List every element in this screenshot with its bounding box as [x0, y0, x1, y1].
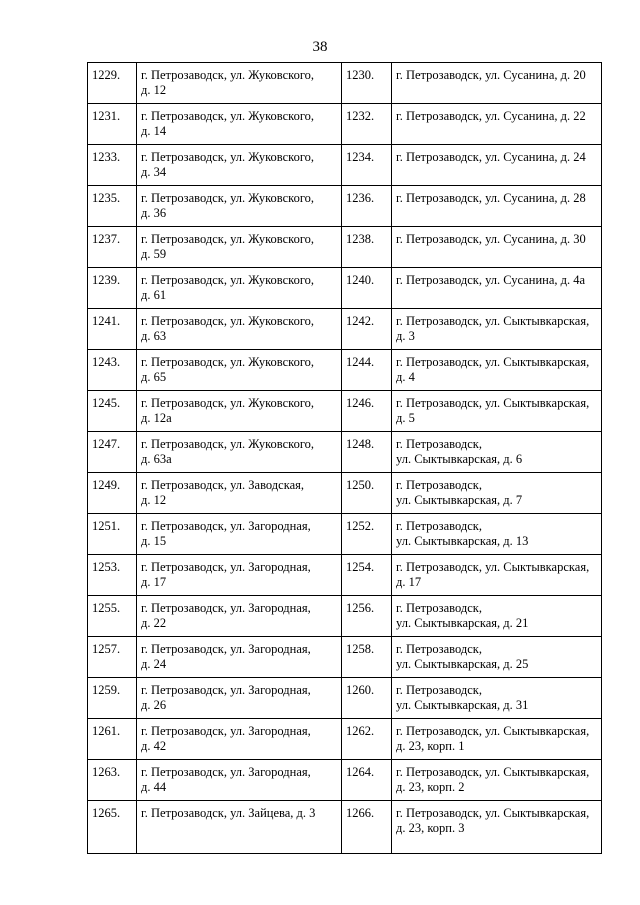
address-line: г. Петрозаводск, ул. Сусанина, д. 30: [396, 232, 586, 246]
entry-number-left: 1261.: [88, 719, 137, 760]
address-line: д. 59: [141, 247, 167, 261]
entry-address-right: [392, 801, 602, 854]
address-line: д. 12: [141, 83, 167, 97]
address-line: г. Петрозаводск, ул. Загородная,: [141, 560, 311, 574]
table-row: [88, 391, 602, 432]
entry-address-left: [137, 227, 342, 268]
entry-address-left: [137, 104, 342, 145]
address-line: д. 15: [141, 534, 167, 548]
entry-address-left: [137, 432, 342, 473]
address-line: г. Петрозаводск, ул. Загородная,: [141, 519, 311, 533]
table-row: [88, 268, 602, 309]
entry-number-right: 1238.: [342, 227, 392, 268]
entry-address-right: [392, 309, 602, 350]
entry-address-right: [392, 145, 602, 186]
address-line: г. Петрозаводск, ул. Жуковского,: [141, 191, 315, 205]
entry-number-right: 1258.: [342, 637, 392, 678]
address-line: д. 63а: [141, 452, 172, 466]
address-line: д. 12а: [141, 411, 172, 425]
address-line: д. 61: [141, 288, 167, 302]
address-line: г. Петрозаводск, ул. Зайцева, д. 3: [141, 806, 316, 820]
entry-address-right: [392, 63, 602, 104]
entry-address-right: [392, 760, 602, 801]
address-line: д. 5: [396, 411, 415, 425]
table-row: [88, 309, 602, 350]
entry-address-left: [137, 309, 342, 350]
entry-number-right: 1266.: [342, 801, 392, 854]
entry-address-right: [392, 719, 602, 760]
address-line: г. Петрозаводск, ул. Сыктывкарская,: [396, 724, 590, 738]
table-row: [88, 145, 602, 186]
entry-number-left: 1265.: [88, 801, 137, 854]
entry-address-right: [392, 350, 602, 391]
address-line: г. Петрозаводск,: [396, 478, 482, 492]
entry-number-left: 1231.: [88, 104, 137, 145]
entry-address-left: [137, 514, 342, 555]
address-line: д. 22: [141, 616, 167, 630]
entry-number-left: 1243.: [88, 350, 137, 391]
address-line: г. Петрозаводск,: [396, 601, 482, 615]
address-line: г. Петрозаводск, ул. Загородная,: [141, 724, 311, 738]
address-line: д. 12: [141, 493, 167, 507]
entry-address-right: [392, 268, 602, 309]
table-row: [88, 186, 602, 227]
entry-address-right: [392, 391, 602, 432]
address-line: г. Петрозаводск, ул. Загородная,: [141, 683, 311, 697]
table-row: [88, 63, 602, 104]
address-line: д. 14: [141, 124, 167, 138]
entry-address-right: [392, 473, 602, 514]
address-line: г. Петрозаводск,: [396, 683, 482, 697]
entry-address-right: [392, 227, 602, 268]
entry-address-left: [137, 555, 342, 596]
table-row: [88, 227, 602, 268]
address-line: г. Петрозаводск, ул. Жуковского,: [141, 314, 315, 328]
address-line: г. Петрозаводск, ул. Сыктывкарская,: [396, 765, 590, 779]
address-line: д. 36: [141, 206, 167, 220]
entry-number-left: 1253.: [88, 555, 137, 596]
address-line: д. 17: [141, 575, 167, 589]
table-row: [88, 555, 602, 596]
entry-address-left: [137, 473, 342, 514]
address-line: г. Петрозаводск, ул. Жуковского,: [141, 68, 315, 82]
entry-number-right: 1240.: [342, 268, 392, 309]
address-line: г. Петрозаводск, ул. Сыктывкарская,: [396, 396, 590, 410]
address-line: д. 42: [141, 739, 167, 753]
entry-address-right: [392, 186, 602, 227]
address-line: д. 24: [141, 657, 167, 671]
address-line: г. Петрозаводск, ул. Жуковского,: [141, 150, 315, 164]
entry-number-left: 1237.: [88, 227, 137, 268]
address-line: г. Петрозаводск, ул. Жуковского,: [141, 109, 315, 123]
entry-address-left: [137, 268, 342, 309]
address-line: д. 23, корп. 1: [396, 739, 465, 753]
entry-address-right: [392, 637, 602, 678]
entry-address-left: [137, 719, 342, 760]
address-line: г. Петрозаводск, ул. Жуковского,: [141, 355, 315, 369]
address-line: г. Петрозаводск, ул. Сыктывкарская,: [396, 355, 590, 369]
address-line: д. 65: [141, 370, 167, 384]
address-line: д. 17: [396, 575, 422, 589]
entry-number-left: 1257.: [88, 637, 137, 678]
address-table-body: [88, 63, 602, 854]
address-line: д. 23, корп. 2: [396, 780, 465, 794]
address-line: г. Петрозаводск, ул. Сыктывкарская,: [396, 314, 590, 328]
entry-address-left: [137, 596, 342, 637]
entry-address-right: [392, 514, 602, 555]
entry-number-left: 1251.: [88, 514, 137, 555]
address-line: г. Петрозаводск, ул. Жуковского,: [141, 437, 315, 451]
table-row: [88, 760, 602, 801]
address-line: г. Петрозаводск, ул. Жуковского,: [141, 396, 315, 410]
entry-number-left: 1255.: [88, 596, 137, 637]
entry-address-left: [137, 801, 342, 854]
entry-number-left: 1233.: [88, 145, 137, 186]
address-line: г. Петрозаводск, ул. Загородная,: [141, 765, 311, 779]
address-line: г. Петрозаводск, ул. Сусанина, д. 22: [396, 109, 586, 123]
entry-number-right: 1246.: [342, 391, 392, 432]
address-line: ул. Сыктывкарская, д. 13: [396, 534, 529, 548]
entry-number-right: 1236.: [342, 186, 392, 227]
address-line: г. Петрозаводск,: [396, 519, 482, 533]
table-row: [88, 473, 602, 514]
address-line: ул. Сыктывкарская, д. 7: [396, 493, 523, 507]
entry-address-left: [137, 678, 342, 719]
address-line: г. Петрозаводск,: [396, 642, 482, 656]
address-table: [87, 62, 602, 854]
address-line: д. 23, корп. 3: [396, 821, 465, 835]
entry-address-left: [137, 350, 342, 391]
table-row: [88, 596, 602, 637]
entry-number-right: 1264.: [342, 760, 392, 801]
entry-number-right: 1260.: [342, 678, 392, 719]
address-line: г. Петрозаводск, ул. Сусанина, д. 20: [396, 68, 586, 82]
address-line: г. Петрозаводск, ул. Жуковского,: [141, 232, 315, 246]
address-line: г. Петрозаводск, ул. Сусанина, д. 24: [396, 150, 586, 164]
entry-number-right: 1234.: [342, 145, 392, 186]
entry-number-right: 1262.: [342, 719, 392, 760]
entry-number-left: 1259.: [88, 678, 137, 719]
entry-address-left: [137, 637, 342, 678]
table-row: [88, 432, 602, 473]
entry-address-left: [137, 186, 342, 227]
address-line: г. Петрозаводск, ул. Сыктывкарская,: [396, 560, 590, 574]
address-line: г. Петрозаводск, ул. Заводская,: [141, 478, 305, 492]
table-row: [88, 678, 602, 719]
table-row: [88, 514, 602, 555]
address-line: г. Петрозаводск, ул. Сыктывкарская,: [396, 806, 590, 820]
address-line: ул. Сыктывкарская, д. 25: [396, 657, 529, 671]
address-line: г. Петрозаводск, ул. Сусанина, д. 28: [396, 191, 586, 205]
table-row: [88, 350, 602, 391]
entry-number-right: 1232.: [342, 104, 392, 145]
address-line: д. 63: [141, 329, 167, 343]
address-line: ул. Сыктывкарская, д. 6: [396, 452, 523, 466]
address-line: д. 3: [396, 329, 415, 343]
address-line: г. Петрозаводск, ул. Загородная,: [141, 601, 311, 615]
entry-address-left: [137, 63, 342, 104]
entry-number-left: 1245.: [88, 391, 137, 432]
entry-number-left: 1229.: [88, 63, 137, 104]
entry-address-right: [392, 432, 602, 473]
entry-number-right: 1256.: [342, 596, 392, 637]
entry-address-left: [137, 391, 342, 432]
entry-number-left: 1235.: [88, 186, 137, 227]
entry-number-right: 1254.: [342, 555, 392, 596]
address-line: д. 4: [396, 370, 415, 384]
address-line: д. 34: [141, 165, 167, 179]
page-number: 38: [312, 39, 328, 55]
entry-address-right: [392, 104, 602, 145]
entry-number-right: 1242.: [342, 309, 392, 350]
entry-address-right: [392, 678, 602, 719]
entry-number-left: 1247.: [88, 432, 137, 473]
entry-number-left: 1263.: [88, 760, 137, 801]
entry-number-left: 1249.: [88, 473, 137, 514]
entry-number-right: 1252.: [342, 514, 392, 555]
table-row: [88, 719, 602, 760]
entry-number-left: 1241.: [88, 309, 137, 350]
address-line: д. 26: [141, 698, 167, 712]
address-line: г. Петрозаводск, ул. Сусанина, д. 4а: [396, 273, 586, 287]
entry-address-right: [392, 596, 602, 637]
address-line: г. Петрозаводск, ул. Жуковского,: [141, 273, 315, 287]
table-row: [88, 637, 602, 678]
entry-number-right: 1244.: [342, 350, 392, 391]
table-row: [88, 801, 602, 854]
address-line: д. 44: [141, 780, 167, 794]
address-line: г. Петрозаводск,: [396, 437, 482, 451]
entry-number-left: 1239.: [88, 268, 137, 309]
table-row: [88, 104, 602, 145]
address-line: ул. Сыктывкарская, д. 21: [396, 616, 529, 630]
entry-number-right: 1230.: [342, 63, 392, 104]
entry-address-left: [137, 760, 342, 801]
entry-address-left: [137, 145, 342, 186]
address-line: ул. Сыктывкарская, д. 31: [396, 698, 529, 712]
entry-number-right: 1250.: [342, 473, 392, 514]
entry-address-right: [392, 555, 602, 596]
entry-number-right: 1248.: [342, 432, 392, 473]
address-line: г. Петрозаводск, ул. Загородная,: [141, 642, 311, 656]
